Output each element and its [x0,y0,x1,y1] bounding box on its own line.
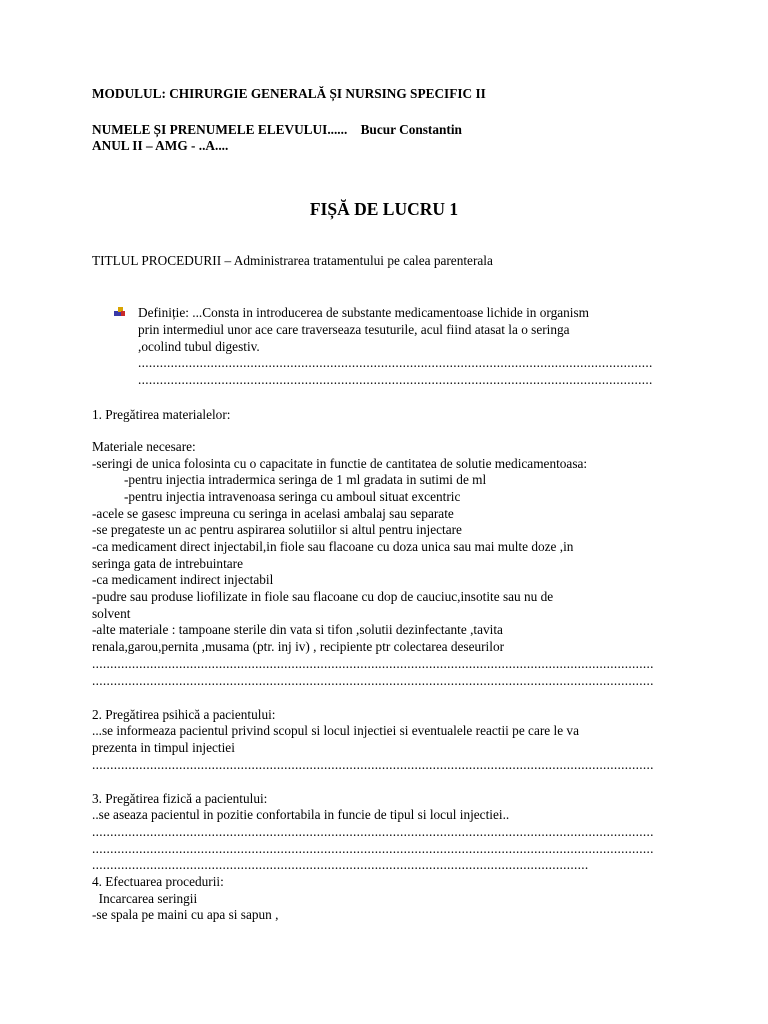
section-line: prezenta in timpul injectiei [92,740,235,755]
answer-dots: ........................................................................................................................................................... [92,757,654,772]
answer-dots: ........................................................................................................................................................... [92,656,654,671]
material-line: seringa gata de intrebuintare [92,556,243,571]
section-line: -se spala pe maini cu apa si sapun , [92,907,279,922]
section-subheading: Materiale necesare: [92,439,196,454]
material-line: -alte materiale : tampoane sterile din vata si tifon ,solutii dezinfectante ,tavita [92,622,503,637]
student-name: Bucur Constantin [360,122,462,137]
material-line: -pentru injectia intravenoasa seringa cu amboul situat excentric [124,489,461,504]
material-line: -acele se gasesc impreuna cu seringa in acelasi ambalaj sau separate [92,506,454,521]
procedure-label: TITLUL PROCEDURII – [92,253,232,268]
section-heading: 4. Efectuarea procedurii: [92,874,224,889]
procedure-name: Administrarea tratamentului pe calea parenterala [233,253,493,268]
answer-dots: ........................................................................................................................................................... [92,673,654,688]
section-line: ...se informeaza pacientul privind scopul si locul injectiei si eventualele reactii pe care le va [92,723,579,738]
answer-dots: .............................................................................................................................................. [138,355,653,370]
material-line: solvent [92,606,131,621]
section-heading: 2. Pregătirea psihică a pacientului: [92,707,276,722]
material-line: -pudre sau produse liofilizate in fiole sau flacoane cu dop de cauciuc,insotite sau nu de [92,589,554,604]
material-line: -ca medicament direct injectabil,in fiole sau flacoane cu doza unica sau mai multe doze ,in [92,539,574,554]
definition-line: prin intermediul unor ace care traverseaza tesuturile, acul fiind atasat la o seringa [138,322,570,337]
answer-dots: .............................................................................................................................................. [138,372,653,387]
answer-dots: ......................................................................................................................................... [92,857,589,872]
student-label: NUMELE ȘI PRENUMELE ELEVULUI...... [92,122,348,137]
definition-line: Definiție: ...Consta in introducerea de substante medicamentoase lichide in organism [138,305,589,320]
student-name-line [92,122,462,139]
procedure-title-line [92,253,493,270]
section-heading: 1. Pregătirea materialelor: [92,407,231,422]
definition-line: ,ocolind tubul digestiv. [138,339,260,354]
school-year: ANUL II – AMG - ..A.... [92,138,229,153]
module-title: MODULUL: CHIRURGIE GENERALĂ ȘI NURSING SPECIFIC II [92,86,486,101]
material-line: -seringi de unica folosinta cu o capacitate in functie de cantitatea de solutie medicamentoasa: [92,456,588,471]
section-line: Incarcarea seringii [92,891,198,906]
material-line: -ca medicament indirect injectabil [92,572,274,587]
material-line: renala,garou,pernita ,musama (ptr. inj iv) , recipiente ptr colectarea deseurilor [92,639,505,654]
page-title: FIȘĂ DE LUCRU 1 [309,199,459,219]
material-line: -pentru injectia intradermica seringa de 1 ml gradata in sutimi de ml [124,472,487,487]
bullet-arrow-icon [114,306,126,317]
material-line: -se pregateste un ac pentru aspirarea solutiilor si altul pentru injectare [92,522,462,537]
section-line: ..se aseaza pacientul in pozitie confortabila in funcie de tipul si locul injectiei.. [92,807,510,822]
answer-dots: ........................................................................................................................................................... [92,841,654,856]
answer-dots: ........................................................................................................................................................... [92,824,654,839]
section-heading: 3. Pregătirea fizică a pacientului: [92,791,268,806]
